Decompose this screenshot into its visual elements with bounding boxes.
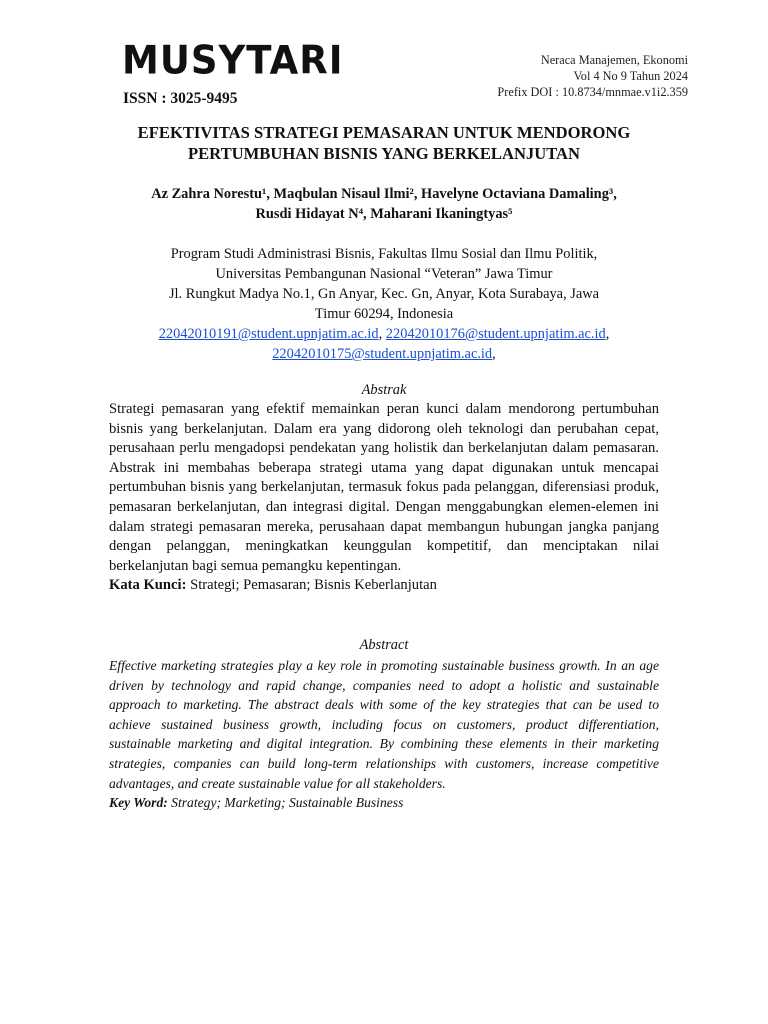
kata-kunci [109,576,659,596]
email-link[interactable]: 22042010176@student.upnjatim.ac.id [385,326,606,342]
key-word-label: Key Word: [109,795,168,811]
abstract-heading: Abstract [359,637,409,653]
affiliation-line: Jl. Rungkut Madya No.1, Gn Anyar, Kec. Gn, Anyar, Kota Surabaya, Jawa [168,286,600,302]
journal-subtitle: Neraca Manajemen, Ekonomi [540,53,688,67]
title-line: PERTUMBUHAN BISNIS YANG BERKELANJUTAN [187,144,581,163]
abstract-section [109,656,659,813]
author-line: Rusdi Hidayat N⁴, Maharani Ikaningtyas⁵ [255,206,513,222]
affiliation-line: Timur 60294, Indonesia [314,306,454,322]
affiliation [118,244,650,324]
email-line [100,324,668,344]
journal-info [497,52,688,100]
abstrak-heading: Abstrak [361,382,407,398]
author-line: Az Zahra Norestu¹, Maqbulan Nisaul Ilmi², Havelyne Octaviana Damaling³, [151,186,617,202]
email-link[interactable]: 22042010191@student.upnjatim.ac.id [158,326,379,342]
key-word [109,793,659,813]
abstrak-body: Strategi pemasaran yang efektif memainkan peran kunci dalam mendorong pertumbuhan bisnis yang berkelanjutan. Dalam era yang didorong oleh teknologi dan perubahan cepat, perusahaan perlu mengadopsi pendekatan yang holistik dan berkelanjutan dalam pemasaran. Abstrak ini membahas beberapa strategi utama yang dapat digunakan untuk mencapai pertumbuhan bisnis yang berkelanjutan, termasuk fokus pada pelanggan, diferensiasi produk, pemasaran berkelanjutan, dan integrasi digital. Dengan menggabungkan elemen-elemen ini dalam strategi pemasaran mereka, perusahaan dapat membangun hubungan jangka panjang dengan pelanggan, meningkatkan keunggulan kompetitif, dan menciptakan nilai berkelanjutan bagi semua pemangku kepentingan. [109,401,659,574]
kata-kunci-text: Strategi; Pemasaran; Bisnis Keberlanjutan [186,577,437,594]
author-list [100,184,668,224]
email-separator: , [492,346,496,362]
journal-logo: MUSYTARI [122,37,344,84]
affiliation-line: Universitas Pembangunan Nasional “Veteran” Jawa Timur [215,266,553,282]
issn-number: ISSN : 3025-9495 [123,90,238,107]
abstrak-section [109,400,659,596]
kata-kunci-label: Kata Kunci: [109,577,187,594]
email-separator: , [605,326,610,342]
email-link[interactable]: 22042010175@student.upnjatim.ac.id [272,346,493,362]
email-line [100,344,668,364]
abstract-body: Effective marketing strategies play a key role in promoting sustainable business growth. In an age driven by technology and rapid change, companies need to adopt a holistic and sustainable approach to marketing. The abstract deals with some of the key strategies that can be used to achieve sustained business growth, including focus on customers, product differentiation, sustainable marketing and digital integration. By combining these elements in their marketing strategies, companies can build long-term relationships with customers, increase competitive advantages, and create sustainable value for all stakeholders. [109,658,659,791]
author-emails [100,324,668,364]
journal-volume: Vol 4 No 9 Tahun 2024 [573,69,688,83]
email-separator: , [378,326,386,342]
title-line: EFEKTIVITAS STRATEGI PEMASARAN UNTUK MENDORONG [137,123,631,142]
paper-title [100,122,668,164]
key-word-text: Strategy; Marketing; Sustainable Business [167,795,404,811]
journal-doi: Prefix DOI : 10.8734/mnmae.v1i2.359 [497,85,688,99]
affiliation-line: Program Studi Administrasi Bisnis, Fakultas Ilmu Sosial dan Ilmu Politik, [170,246,598,262]
